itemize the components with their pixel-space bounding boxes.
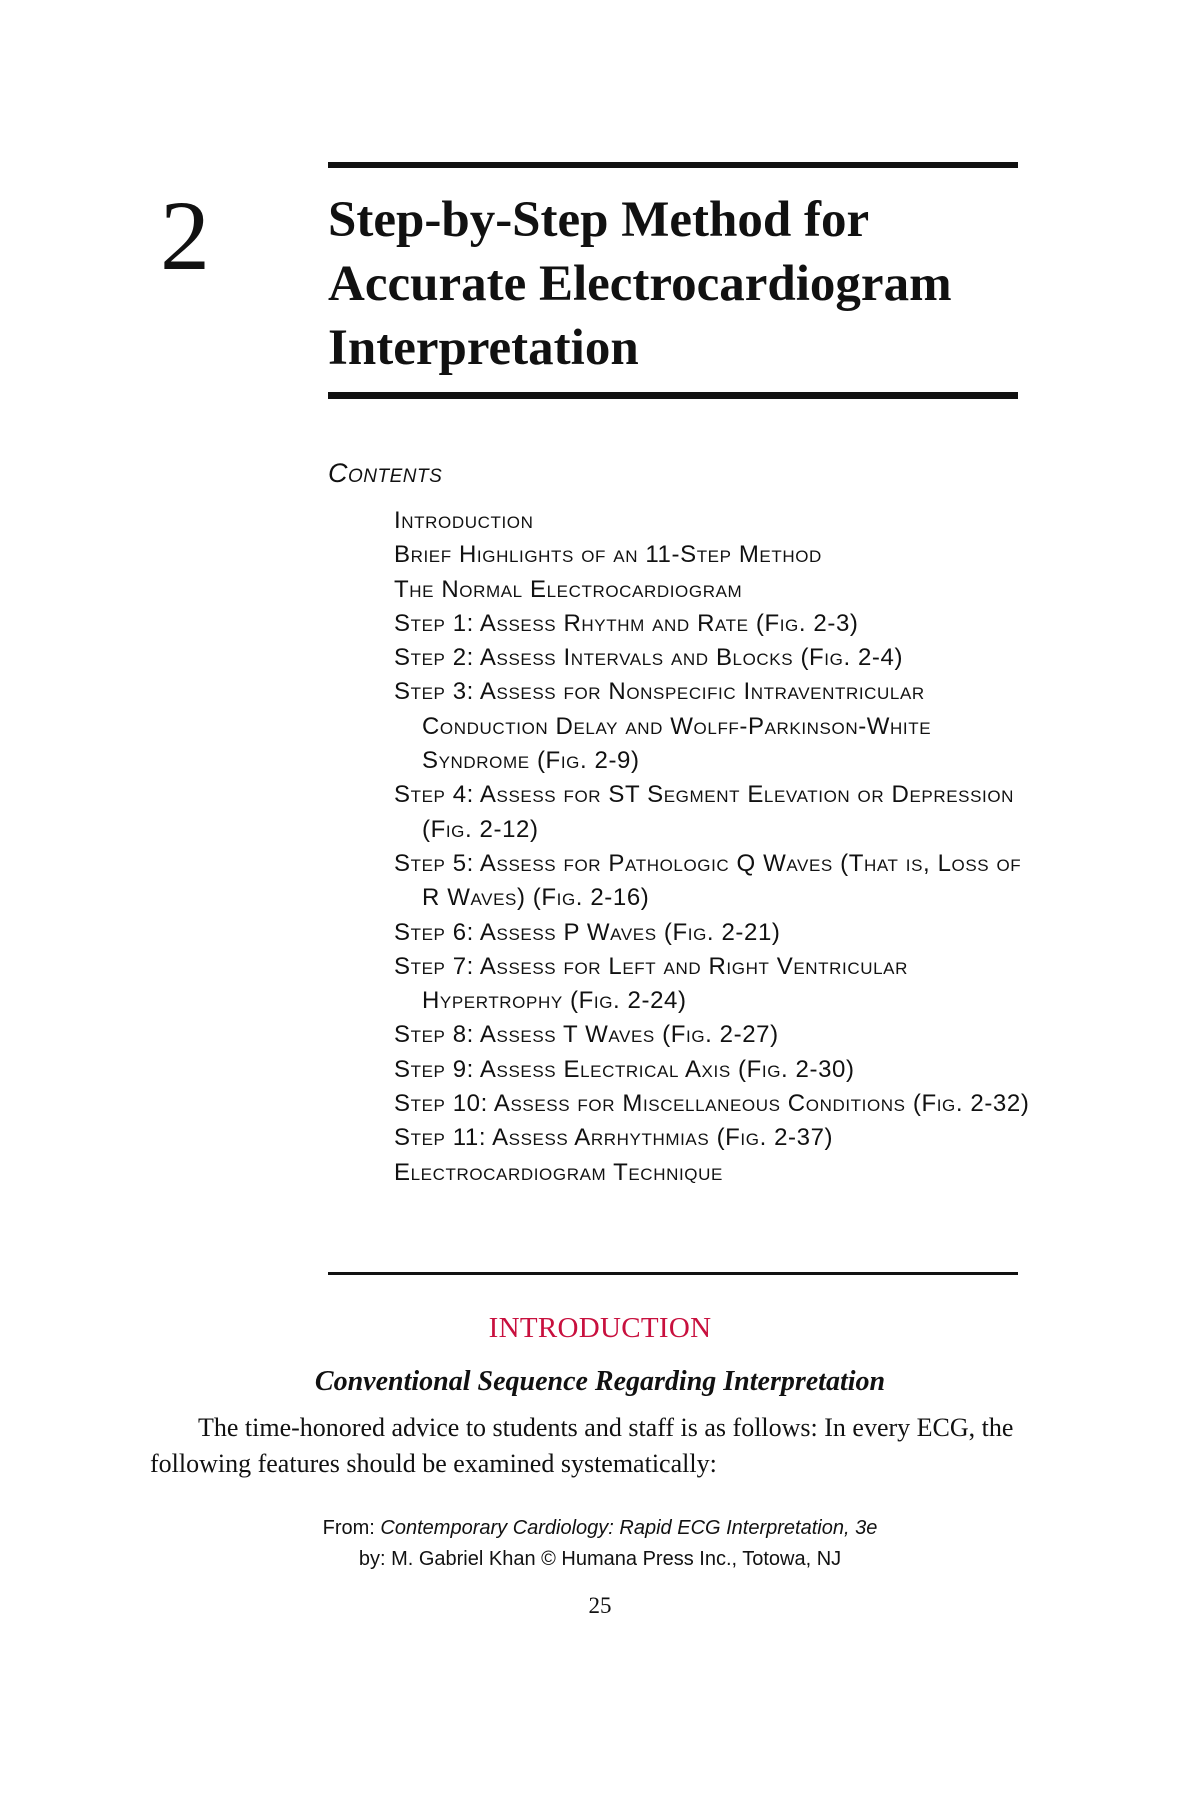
toc-item: Step 10: Assess for Miscellaneous Conditions (Fig. 2-32) (394, 1090, 1030, 1118)
subsection-heading: Conventional Sequence Regarding Interpretation (314, 1366, 886, 1397)
section-heading: INTRODUCTION (488, 1312, 712, 1344)
title-bottom-rule (328, 392, 1018, 399)
page-number: 25 (588, 1593, 612, 1618)
toc-item: Step 7: Assess for Left and Right Ventricular Hypertrophy (Fig. 2-24) (394, 952, 908, 1015)
toc-item: Step 4: Assess for ST Segment Elevation or Depression (Fig. 2-12) (394, 781, 1015, 843)
toc-item: Brief Highlights of an 11-Step Method (394, 541, 822, 569)
toc-item: Step 11: Assess Arrhythmias (Fig. 2-37) (394, 1124, 834, 1152)
table-of-contents (394, 504, 1034, 1190)
toc-item: The Normal Electrocardiogram (394, 575, 743, 603)
toc-item: Step 3: Assess for Nonspecific Intraventricular Conduction Delay and Wolff-Parkinson-White Syndrome (Fig. 2-9) (394, 678, 932, 775)
toc-item: Step 2: Assess Intervals and Blocks (Fig. 2-4) (394, 644, 904, 672)
citation-byline: by: M. Gabriel Khan © Humana Press Inc., Totowa, NJ (358, 1548, 842, 1570)
chapter-number: 2 (160, 180, 210, 291)
toc-item: Introduction (394, 507, 534, 534)
chapter-title-line: Accurate Electrocardiogram (328, 256, 952, 312)
citation-book-title: Contemporary Cardiology: Rapid ECG Interpretation, 3e (380, 1517, 878, 1539)
chapter-title-line: Interpretation (328, 320, 639, 376)
chapter-title (328, 188, 1018, 380)
toc-item: Step 5: Assess for Pathologic Q Waves (That is, Loss of R Waves) (Fig. 2-16) (394, 849, 1022, 912)
contents-heading: Contents (328, 458, 443, 488)
title-top-rule (328, 162, 1018, 168)
citation-from-label: From: (322, 1517, 375, 1539)
toc-item: Electrocardiogram Technique (394, 1158, 723, 1186)
contents-bottom-rule (328, 1272, 1018, 1275)
toc-item: Step 9: Assess Electrical Axis (Fig. 2-30) (394, 1055, 855, 1083)
toc-item: Step 6: Assess P Waves (Fig. 2-21) (394, 918, 781, 946)
source-citation (0, 1514, 1200, 1542)
toc-item: Step 1: Assess Rhythm and Rate (Fig. 2-3) (394, 609, 859, 637)
chapter-title-line: Step-by-Step Method for (328, 192, 870, 248)
toc-item: Step 8: Assess T Waves (Fig. 2-27) (394, 1021, 779, 1049)
body-paragraph: The time-honored advice to students and staff is as follows: In every ECG, the following features should be examined systematically: (150, 1413, 1014, 1478)
